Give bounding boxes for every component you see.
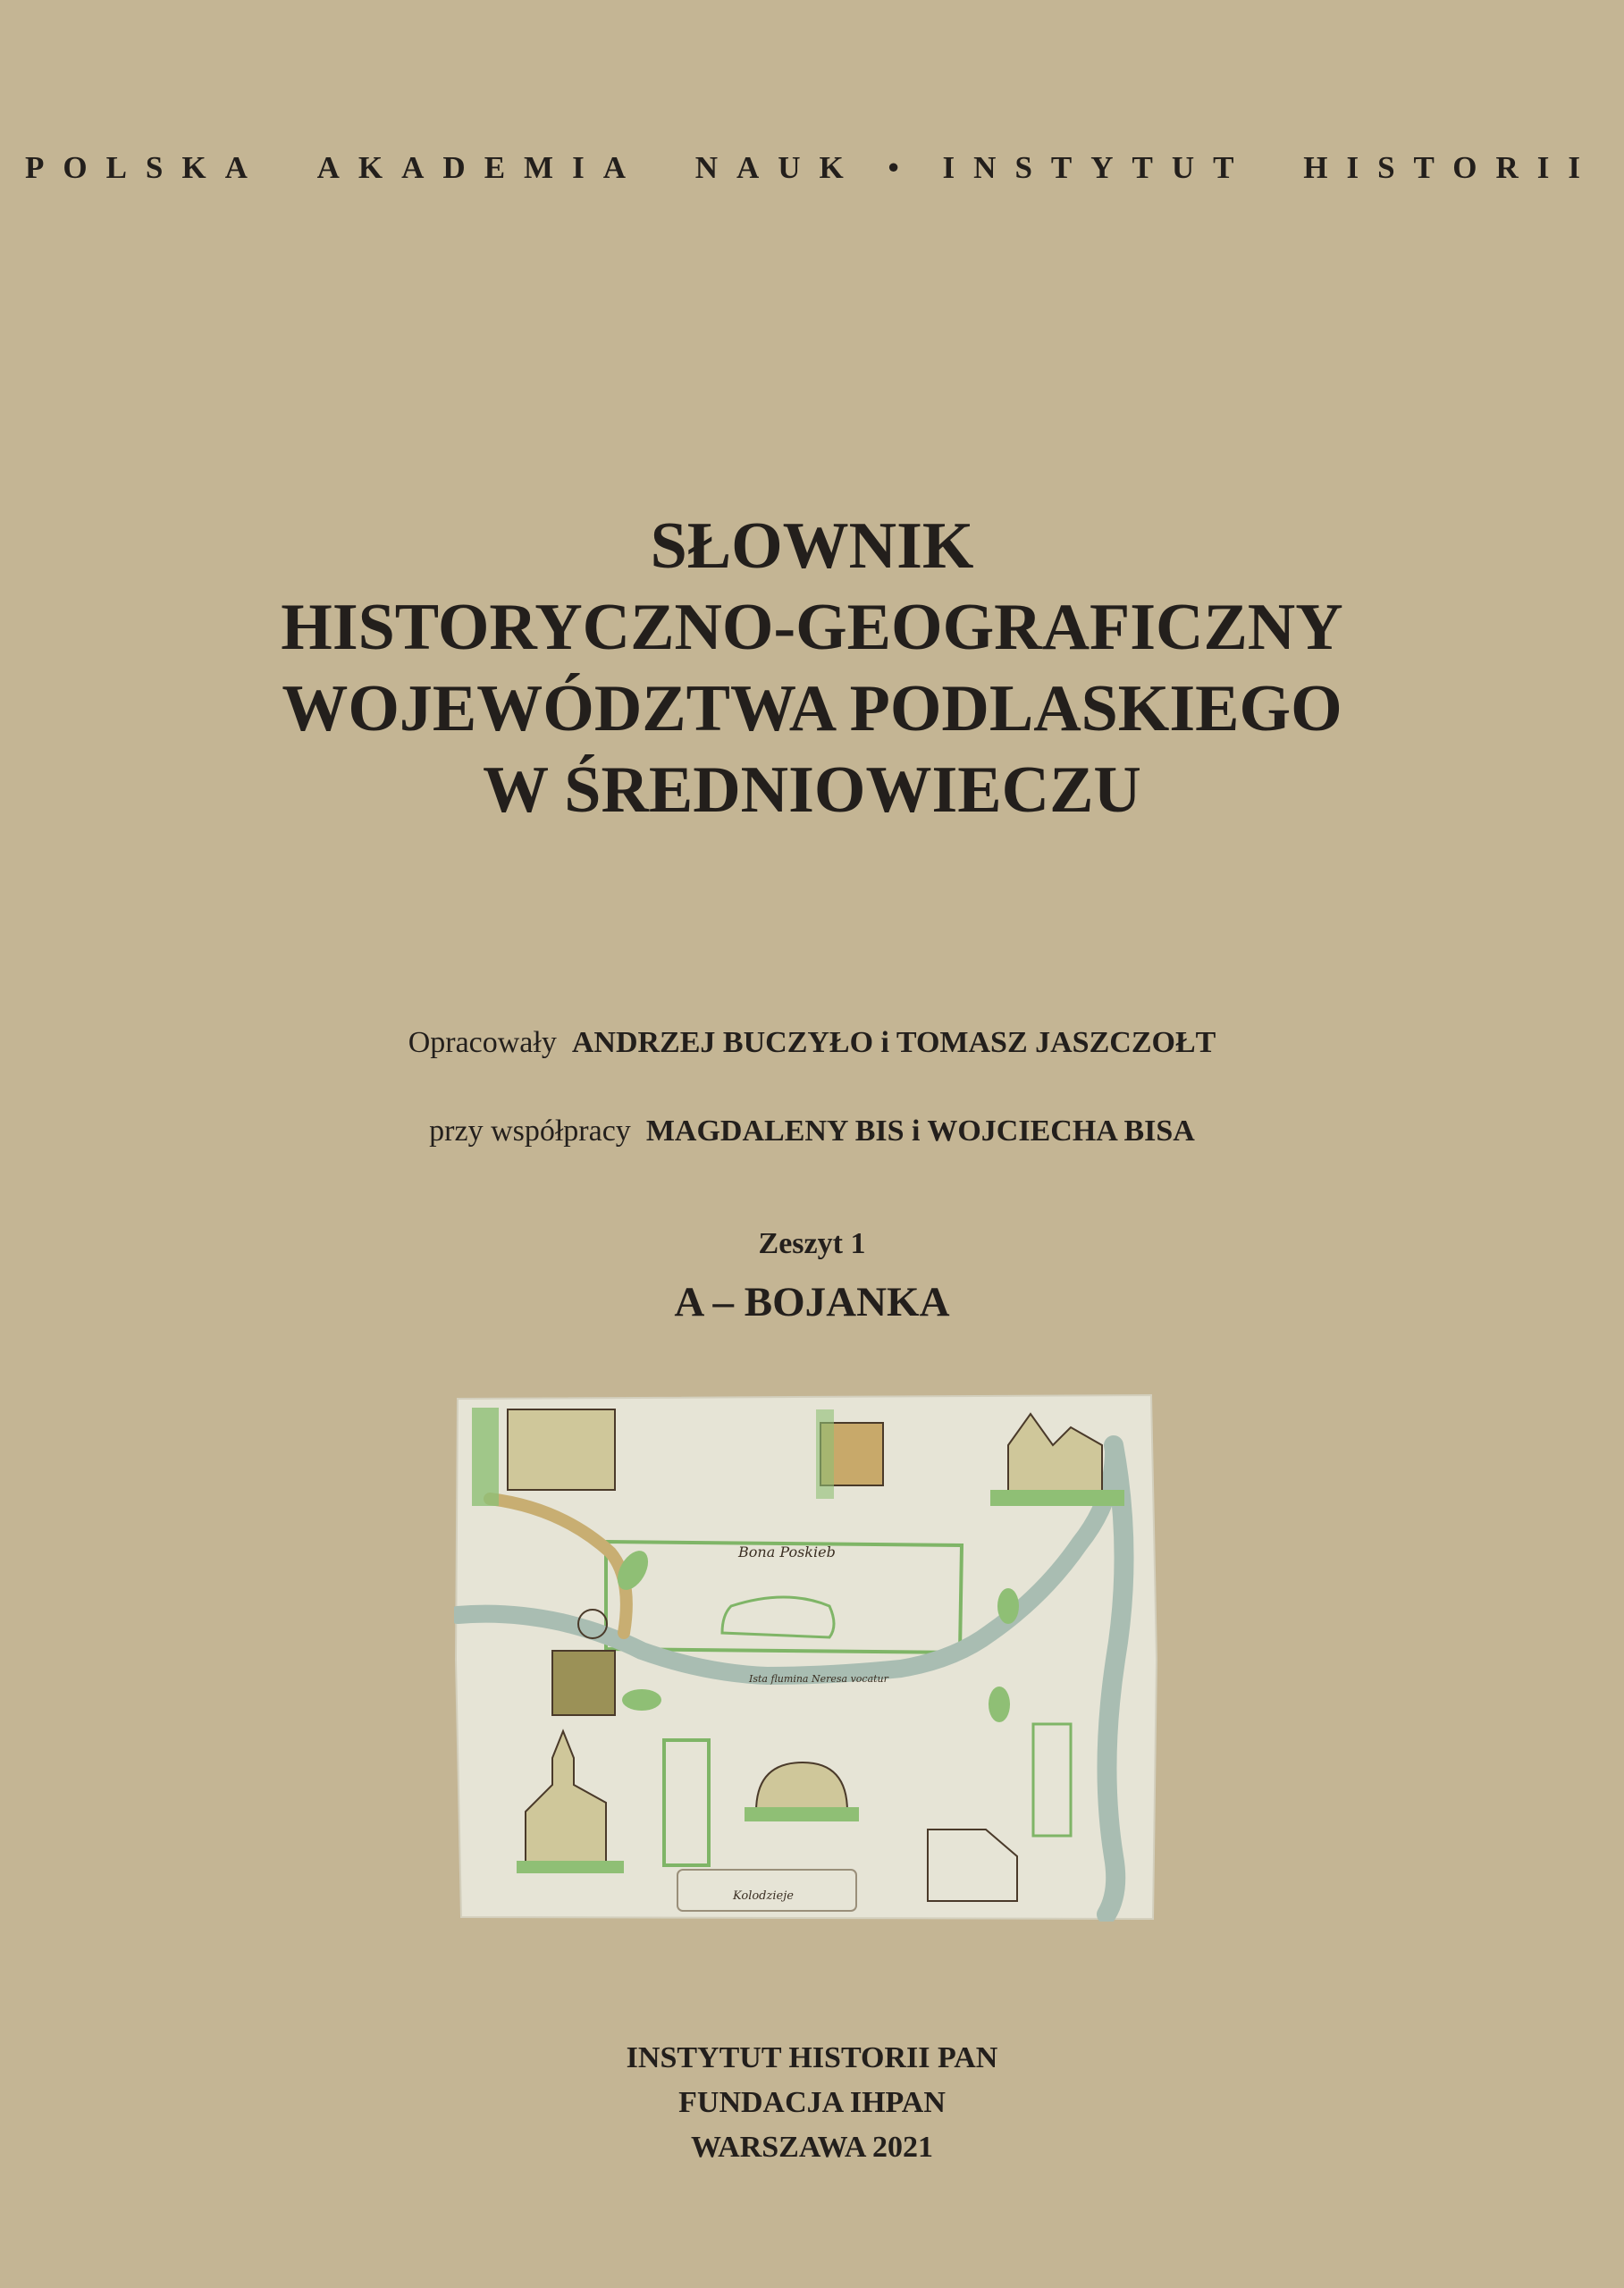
header-word: INSTYTUT: [942, 150, 1253, 185]
title-line: W ŚREDNIOWIECZU: [483, 753, 1141, 827]
authors-names: ANDRZEJ BUCZYŁO i TOMASZ JASZCZOŁT: [571, 1026, 1216, 1059]
map-label-bottom: Kolodzieje: [733, 1889, 794, 1903]
volume-range: A – BOJANKA: [674, 1279, 950, 1325]
authors-line: [0, 1026, 1624, 1060]
header-word: NAUK: [694, 150, 862, 185]
map-label-field: Bona Poskieb: [738, 1544, 836, 1560]
publisher-line: INSTYTUT HISTORII PAN: [626, 2041, 998, 2074]
header-word: HISTORII: [1303, 150, 1600, 185]
issue-number: Zeszyt 1: [758, 1227, 866, 1260]
header-separator: •: [888, 150, 899, 185]
authors-prefix: Opracowały: [408, 1026, 557, 1059]
title-line: SŁOWNIK: [650, 509, 974, 583]
collaborators-names: MAGDALENY BIS i WOJCIECHA BISA: [645, 1115, 1195, 1148]
header-word: POLSKA: [24, 150, 266, 185]
historical-map-illustration: [454, 1392, 1160, 1922]
collaborators-prefix: przy współpracy: [429, 1115, 631, 1148]
publisher-line: WARSZAWA 2021: [690, 2131, 934, 2164]
publisher-block: [0, 2036, 1624, 2170]
publisher-line: FUNDACJA IHPAN: [678, 2086, 946, 2119]
map-label-river: Ista flumina Neresa vocatur: [749, 1673, 888, 1685]
collaborators-line: [0, 1115, 1624, 1148]
header-word: AKADEMIA: [316, 150, 644, 185]
institution-header: [0, 150, 1624, 186]
title-line: WOJEWÓDZTWA PODLASKIEGO: [282, 672, 1342, 745]
title-line: HISTORYCZNO-GEOGRAFICZNY: [281, 591, 1343, 664]
book-title: [0, 506, 1624, 831]
